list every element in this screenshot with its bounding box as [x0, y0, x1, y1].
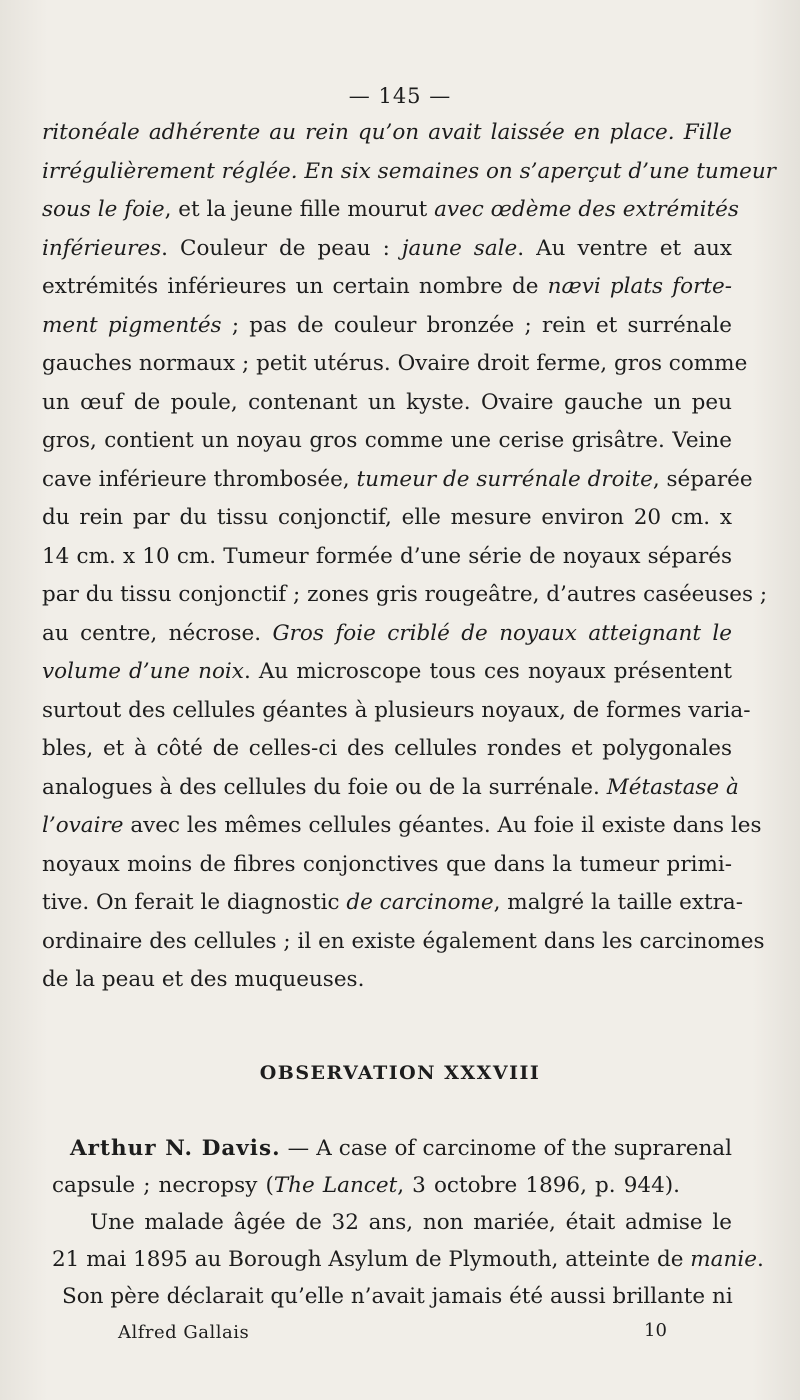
text-line: un œuf de poule, contenant un kyste. Ovaire gauche un peu — [42, 389, 732, 415]
text-line: analogues à des cellules du foie ou de la surrénale. Métastase à — [42, 774, 739, 800]
obs-title-start: — A case of carcinome of the suprarenal — [280, 1136, 732, 1161]
main-text-block — [42, 114, 776, 1000]
section-heading: OBSERVATION XXXVIII — [259, 1062, 541, 1084]
obs-line-2: capsule ; necropsy (The Lancet, 3 octobre 1896, p. 944). — [52, 1173, 681, 1198]
main-paragraph — [42, 114, 776, 1000]
text-line: irrégulièrement réglée. En six semaines on s’aperçut d’une tumeur — [42, 158, 776, 184]
text-line: gros, contient un noyau gros comme une cerise grisâtre. Veine — [42, 428, 732, 453]
text-line: gauches normaux ; petit utérus. Ovaire droit ferme, gros comme — [42, 351, 748, 376]
text-line: l’ovaire avec les mêmes cellules géantes. Au foie il existe dans les — [42, 813, 762, 838]
text-line: noyaux moins de fibres conjonctives que dans la tumeur primi- — [42, 851, 732, 877]
text-line: ment pigmentés ; pas de couleur bronzée ; rein et surrénale — [42, 312, 732, 338]
text-line: tive. On ferait le diagnostic de carcinome, malgré la taille extra- — [42, 890, 744, 915]
obs-line-4: 21 mai 1895 au Borough Asylum de Plymouth, atteinte de manie. — [52, 1247, 764, 1272]
text-line: 14 cm. x 10 cm. Tumeur formée d’une série de noyaux séparés — [42, 543, 732, 569]
text-line: au centre, nécrose. Gros foie criblé de noyaux atteignant le — [42, 620, 732, 646]
text-line: du rein par du tissu conjonctif, elle mesure environ 20 cm. x — [42, 505, 732, 530]
text-line: surtout des cellules géantes à plusieurs noyaux, de formes varia- — [42, 697, 751, 723]
text-line: cave inférieure thrombosée, tumeur de surrénale droite, séparée — [42, 466, 753, 492]
text-line: ritonéale adhérente au rein qu’on avait laissée en place. Fille — [42, 120, 732, 145]
text-line: volume d’une noix. Au microscope tous ces noyaux présentent — [42, 659, 732, 684]
text-line: extrémités inférieures un certain nombre de nævi plats forte- — [42, 274, 733, 299]
observation-text — [52, 1130, 764, 1315]
footer-signature-number: 10 — [644, 1320, 667, 1341]
text-line: sous le foie, et la jeune fille mourut avec œdème des extrémités — [42, 197, 739, 222]
text-line: par du tissu conjonctif ; zones gris rougeâtre, d’autres caséeuses ; — [42, 582, 768, 607]
footer-author: Alfred Gallais — [118, 1322, 250, 1343]
text-line: bles, et à côté de celles-ci des cellules rondes et polygonales — [42, 736, 732, 761]
obs-author: Arthur N. Davis. — [70, 1136, 281, 1161]
text-line: inférieures. Couleur de peau : jaune sale. Au ventre et aux — [42, 235, 732, 261]
obs-line-1 — [52, 1130, 732, 1167]
obs-line-3: Une malade âgée de 32 ans, non mariée, était admise le — [90, 1210, 732, 1235]
text-line: de la peau et des muqueuses. — [42, 967, 365, 992]
page-number: — 145 — — [348, 84, 452, 108]
text-line: ordinaire des cellules ; il en existe également dans les carcinomes — [42, 928, 765, 954]
obs-line-5: Son père déclarait qu’elle n’avait jamais été aussi brillante ni — [62, 1284, 733, 1309]
